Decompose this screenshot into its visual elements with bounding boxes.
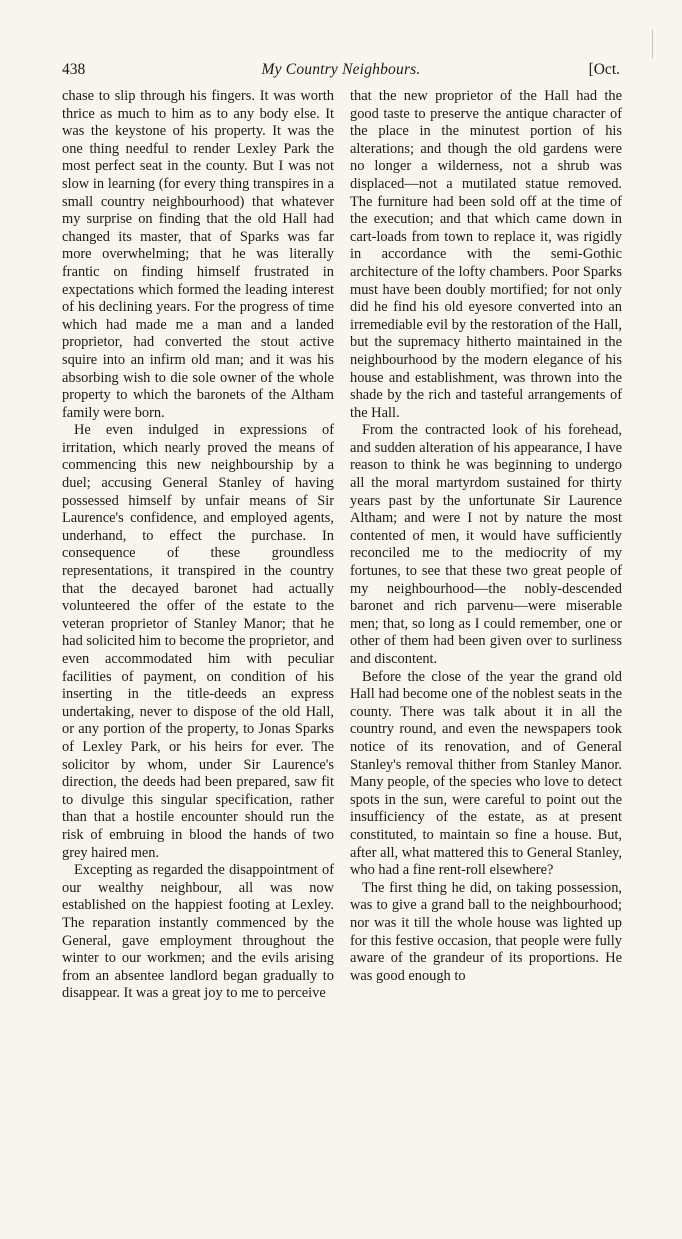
paragraph: He even indulged in expressions of irritation, which nearly proved the means of commencing this new neighbourship by a duel; accusing General Stanley of having possessed himself by unfair means of Sir Laurence's confidence, and employed agents, underhand, to effect the purchase. In consequence of these groundless representations, it transpired in the country that the decayed baronet had actually volunteered the offer of the estate to the veteran proprietor of Stanley Manor; that he had solicited him to become the proprietor, and even accommodated him with peculiar facilities of payment, on condition of his inserting in the title-deeds an express undertaking, never to dispose of the old Hall, or any portion of the property, to Jonas Sparks of Lexley Park, or his heirs for ever. The solicitor by whom, under Sir Laurence's direction, the deeds had been prepared, saw fit to divulge this singular specification, rather than that a hostile encounter should run the risk of embruing in blood the hands of two grey haired men.: [62, 422, 334, 861]
margin-rule: [652, 30, 653, 58]
running-header: [62, 60, 620, 80]
right-column: [350, 88, 622, 985]
paragraph: Before the close of the year the grand old Hall had become one of the noblest seats in the county. There was talk about it in all the country round, and even the newspapers took notice of its renovation, and of General Stanley's removal thither from Stanley Manor. Many people, of the species who love to detect spots in the sun, were careful to point out the insufficiency of the estate, as at present constituted, to maintain so fine a house. But, after all, what mattered this to General Stanley, who had a fine rent-roll elsewhere?: [350, 668, 622, 879]
page-number: 438: [62, 61, 86, 78]
paragraph: The first thing he did, on taking possession, was to give a grand ball to the neighbourhood; nor was it till the whole house was lighted up for this festive occasion, that people were fully aware of the grandeur of its proportions. He was good enough to: [350, 879, 622, 984]
paragraph: From the contracted look of his forehead, and sudden alteration of his appearance, I have reason to think he was beginning to undergo all the moral martyrdom sustained for thirty years past by the unfortunate Sir Laurence Altham; and were I not by nature the most contented of men, it would have sufficiently reconciled me to the mediocrity of my fortunes, to see that these two great people of my neighbourhood—the nobly-descended baronet and rich parvenu—were miserable men; that, so long as I could remember, one or other of them had been given over to surliness and discontent.: [350, 422, 622, 667]
section-marker: [Oct.: [588, 61, 620, 78]
running-title: My Country Neighbours.: [261, 61, 421, 78]
paragraph-continued: chase to slip through his fingers. It was worth thrice as much to him as to any body else. It was the keystone of his property. It was the one thing needful to render Lexley Park the most perfect seat in the county. But I was not slow in learning (for every thing transpires in a small country neighbourhood) that whatever my surprise on finding that the old Hall had changed its master, that of Sparks was far more overwhelming; that he was literally frantic on finding himself frustrated in expectations which formed the leading interest of his declining years. For the progress of time which had made me a man and a landed proprietor, had converted the stout active squire into an infirm old man; and it was his absorbing wish to die sole owner of the whole property to which the baronets of the Altham family were born.: [62, 88, 334, 421]
paragraph-continued: that the new proprietor of the Hall had the good taste to preserve the antique character of the place in the minutest portion of his alterations; and though the old gardens were no longer a wilderness, not a shrub was displaced—not a mutilated statue removed. The furniture had been sold off at the time of the execution; and that which came down in cart-loads from town to replace it, was rigidly in accordance with the semi-Gothic architecture of the lofty chambers. Poor Sparks must have been doubly mortified; for not only did he find his old eyesore converted into an irremediable evil by the restoration of the Hall, but the supremacy hitherto maintained in the neighbourhood by the modern elegance of his house and establishment, was thrown into the shade by the rich and tasteful arrangements of the Hall.: [350, 88, 622, 421]
left-column: [62, 88, 334, 1003]
paragraph: Excepting as regarded the disappointment of our wealthy neighbour, all was now established on the happiest footing at Lexley. The reparation instantly commenced by the General, gave employment throughout the winter to our workmen; and the evils arising from an absentee landlord began gradually to disappear. It was a great joy to me to perceive: [62, 862, 334, 1002]
